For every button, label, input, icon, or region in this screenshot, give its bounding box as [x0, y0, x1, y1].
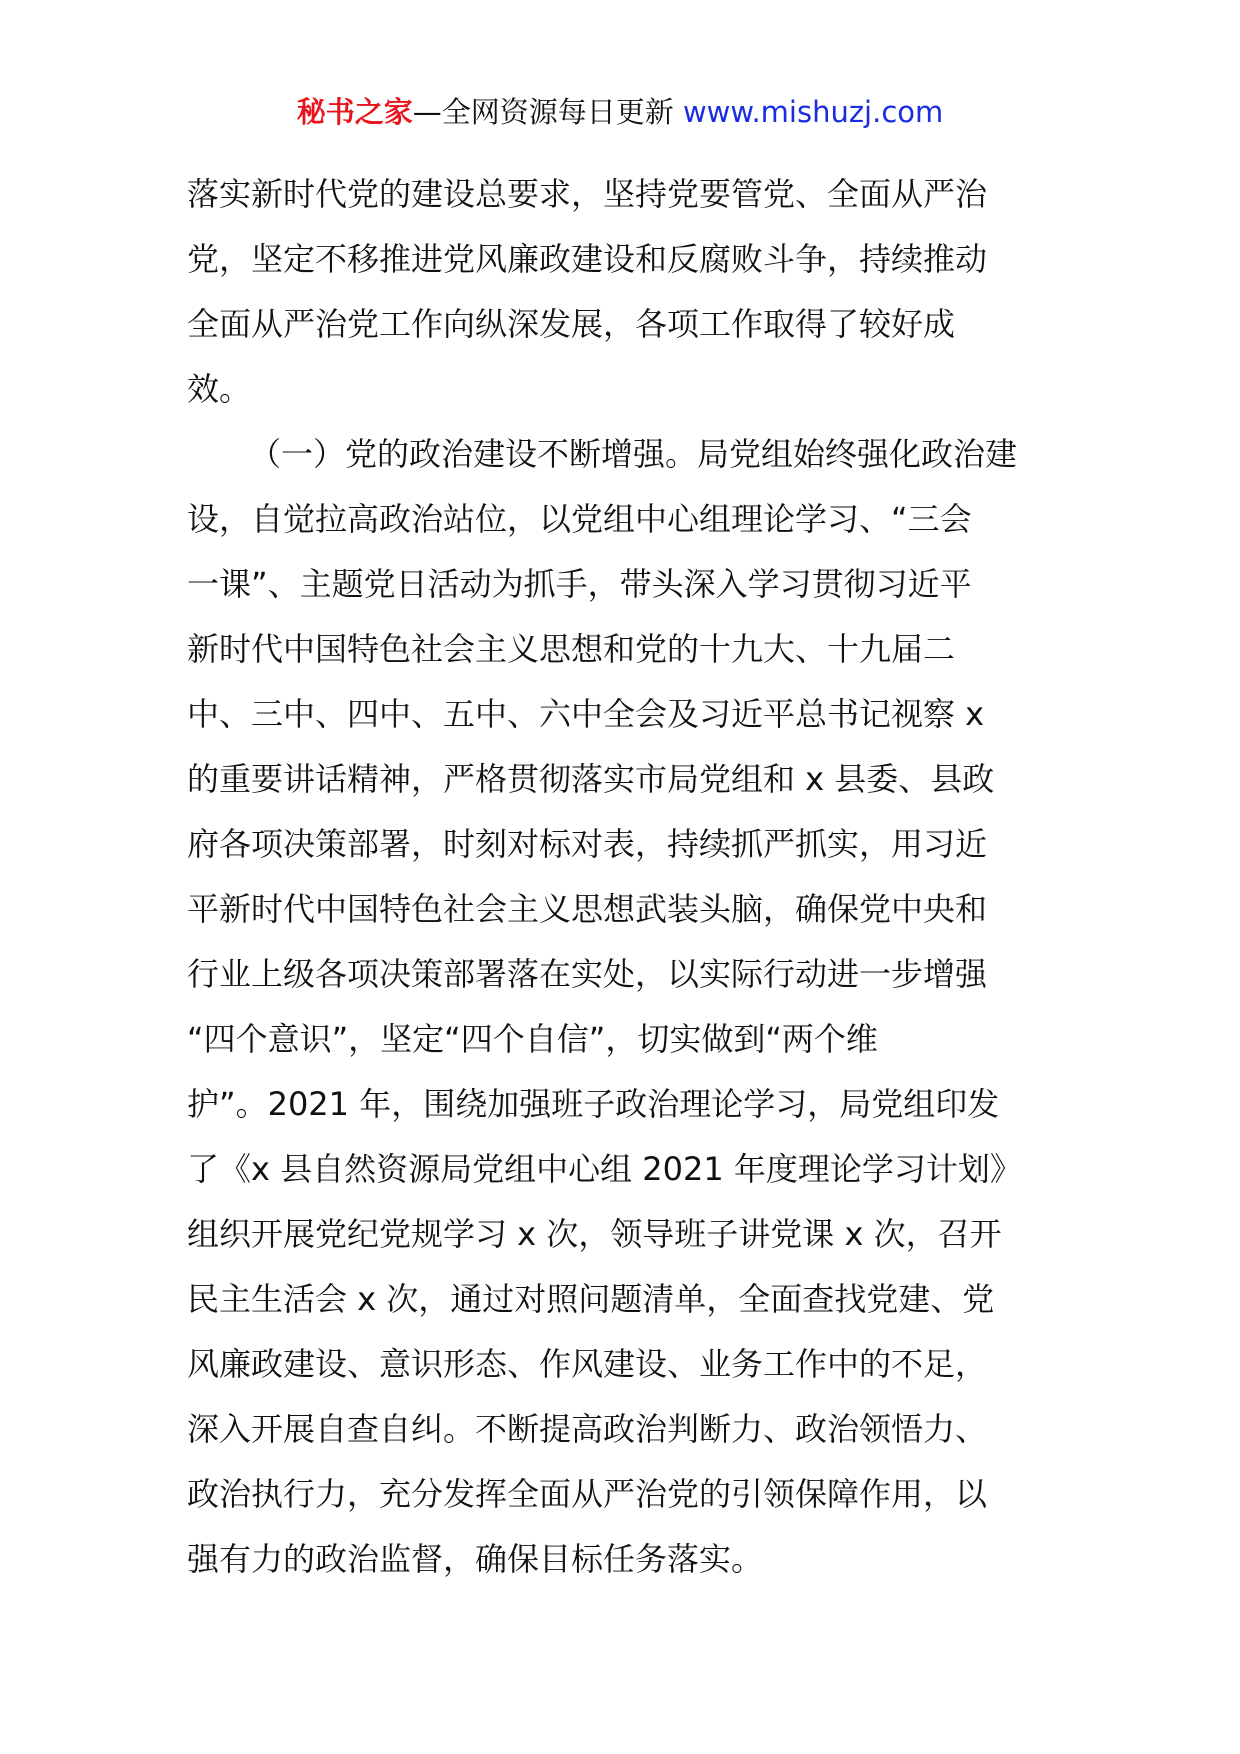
text-line: 设，自觉拉高政治站位，以党组中心组理论学习、“三会: [187, 500, 972, 538]
text-line: 深入开展自查自纠。不断提高政治判断力、政治领悟力、: [187, 1410, 988, 1448]
text-line: 中、三中、四中、五中、六中全会及习近平总书记视察 x: [187, 695, 985, 733]
text-line: 强有力的政治监督，确保目标任务落实。: [187, 1540, 764, 1578]
text-line: 政治执行力，充分发挥全面从严治党的引领保障作用，以: [187, 1475, 988, 1513]
text-line: 效。: [187, 370, 252, 408]
paragraph-section-1: [187, 422, 1057, 1592]
document-body: [187, 162, 1057, 1592]
text-line: 新时代中国特色社会主义思想和党的十九大、十九届二: [187, 630, 956, 668]
text-line: 风廉政建设、意识形态、作风建设、业务工作中的不足，: [187, 1345, 988, 1383]
text-line: 府各项决策部署，时刻对标对表，持续抓严抓实，用习近: [187, 825, 988, 863]
text-line: 民主生活会 x 次，通过对照问题清单，全面查找党建、党: [187, 1280, 995, 1318]
paragraph-intro: [187, 162, 1057, 422]
site-url[interactable]: www.mishuzj.com: [682, 95, 944, 129]
text-line: 落实新时代党的建设总要求，坚持党要管党、全面从严治: [187, 175, 988, 213]
text-line: 的重要讲话精神，严格贯彻落实市局党组和 x 县委、县政: [187, 760, 995, 798]
text-line: 护”。2021 年，围绕加强班子政治理论学习，局党组印发: [187, 1085, 1000, 1123]
site-header: [0, 92, 1240, 132]
brand-name: 秘书之家: [296, 95, 413, 129]
text-line: 了《x 县自然资源局党组中心组 2021 年度理论学习计划》: [187, 1150, 1022, 1188]
text-line: “四个意识”，坚定“四个自信”，切实做到“两个维: [187, 1020, 878, 1058]
text-line: 平新时代中国特色社会主义思想武装头脑，确保党中央和: [187, 890, 988, 928]
text-line: 党，坚定不移推进党风廉政建设和反腐败斗争，持续推动: [187, 240, 988, 278]
text-line: 一课”、主题党日活动为抓手，带头深入学习贯彻习近平: [187, 565, 972, 603]
text-line: （一）党的政治建设不断增强。局党组始终强化政治建: [249, 435, 1018, 473]
text-line: 全面从严治党工作向纵深发展，各项工作取得了较好成: [187, 305, 956, 343]
text-line: 组织开展党纪党规学习 x 次，领导班子讲党课 x 次，召开: [187, 1215, 1002, 1253]
text-line: 行业上级各项决策部署落在实处，以实际行动进一步增强: [187, 955, 988, 993]
header-tagline: —全网资源每日更新: [412, 95, 674, 129]
